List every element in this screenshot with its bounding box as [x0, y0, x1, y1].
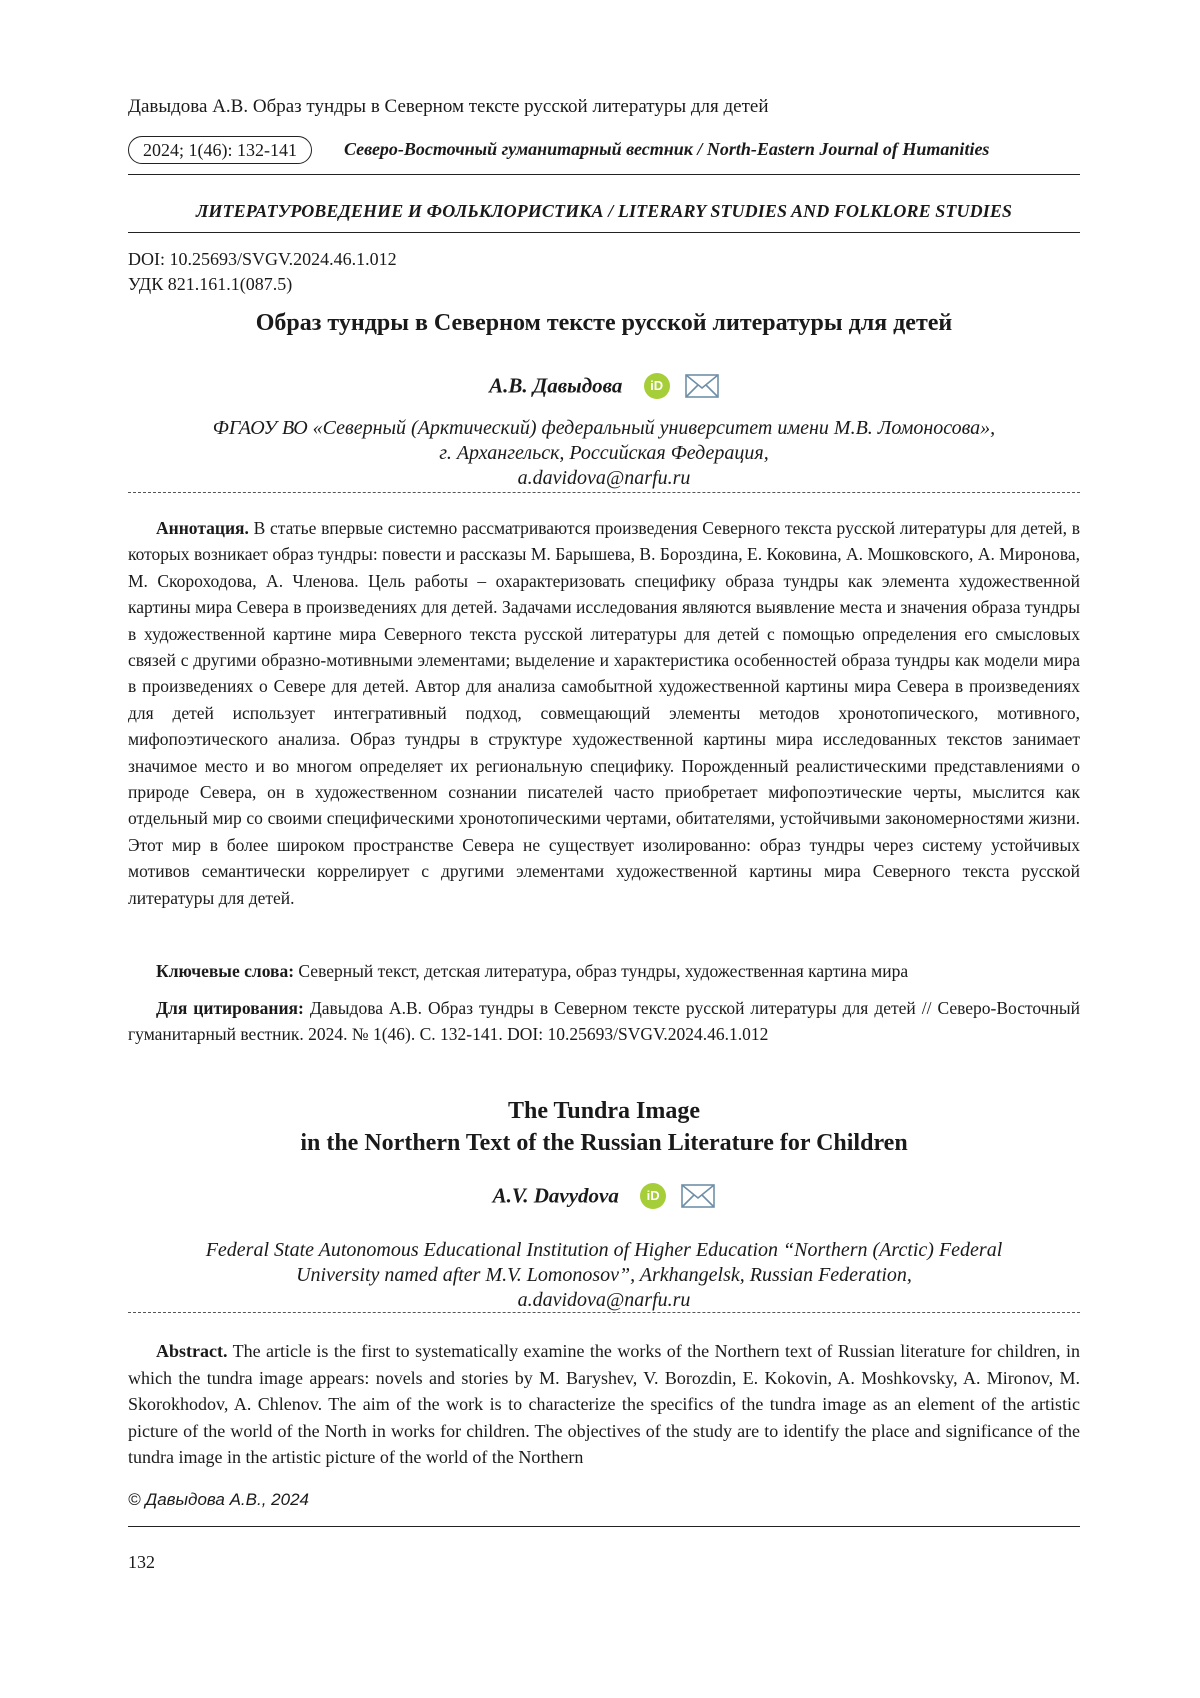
mail-icon[interactable] — [685, 374, 719, 398]
identifiers — [128, 247, 397, 297]
article-title-en — [128, 1095, 1080, 1159]
header-rule — [128, 174, 1080, 175]
abstract-ru — [128, 515, 1080, 911]
issue-row — [128, 136, 1080, 166]
keywords-ru — [128, 958, 1080, 984]
dashed-divider — [128, 492, 1080, 493]
running-head: Давыдова А.В. Образ тундры в Северном тексте русской литературы для детей — [128, 96, 769, 117]
dashed-divider — [128, 1312, 1080, 1313]
affiliation-ru-line1: ФГАОУ ВО «Северный (Арктический) федеральный университет имени М.В. Ломоносова», — [212, 417, 996, 439]
affiliation-ru-line2: г. Архангельск, Российская Федерация, — [439, 442, 769, 464]
footer-rule — [128, 1526, 1080, 1527]
orcid-icon[interactable]: iD — [644, 373, 670, 399]
abstract-label-ru: Аннотация. — [156, 518, 249, 538]
orcid-icon[interactable]: iD — [640, 1183, 666, 1209]
udk: УДК 821.161.1(087.5) — [128, 274, 293, 294]
keywords-text: Северный текст, детская литература, образ тундры, художественная картина мира — [294, 961, 909, 981]
doi[interactable]: DOI: 10.25693/SVGV.2024.46.1.012 — [128, 249, 397, 269]
section-rule — [128, 232, 1080, 233]
citation-ru — [128, 995, 1080, 1048]
author-en — [128, 1182, 1080, 1209]
abstract-text-ru: В статье впервые системно рассматриваются произведения Северного текста русской литературы для детей, в которых возникает образ тундры: повести и рассказы М. Барышева, В. Бороздина, Е. Коковина, А. Мошковского, А. Миронова, М. Скороходова, А. Членова. Цель работы – охарактеризовать специфику образа тундры как элемента художественной картины мира Севера в произведениях для детей. Задачами исследования являются выявление места и значения образа тундры в художественной картине мира Северного текста русской литературы для детей с помощью определения его смысловых связей с другими образно-мотивными элементами; выделение и характеристика особенностей образа тундры как модели мира в произведениях о Севере для детей. Автор для анализа самобытной художественной картины мира Севера в произведениях для детей использует интегративный подход, совмещающий элементы методов хронотопического, мотивного, мифопоэтического анализа. Образ тундры в структуре художественной картины мира исследованных текстов занимает значимое место и во многом определяет их региональную специфику. Порожденный реалистическими представлениями о природе Севера, он в художественном сознании писателей часто приобретает мифопоэтические черты, мыслится как отдельный мир со своими специфическими хронотопическими чертами, обитателями, устойчивыми закономерностями жизни. Этот мир в более широком пространстве Севера не существует изолированно: образ тундры через систему устойчивых мотивов семантически коррелирует с другими элементами художественной картины мира Северного текста русской литературы для детей. — [128, 518, 1080, 908]
email-ru[interactable]: a.davidova@narfu.ru — [517, 467, 691, 489]
author-name-en: A.V. Davydova — [492, 1183, 619, 1208]
section-title: ЛИТЕРАТУРОВЕДЕНИЕ И ФОЛЬКЛОРИСТИКА / LITERARY STUDIES AND FOLKLORE STUDIES — [195, 201, 1013, 221]
issue-badge: 2024; 1(46): 132-141 — [128, 136, 312, 164]
citation-text: Давыдова А.В. Образ тундры в Северном тексте русской литературы для детей // Северо-Восточный гуманитарный вестник. 2024. № 1(46). С. 132-141. DOI: 10.25693/SVGV.2024.46.1.012 — [128, 998, 1080, 1045]
copyright: © Давыдова А.В., 2024 — [128, 1490, 309, 1509]
journal-title: Северо-Восточный гуманитарный вестник / North-Eastern Journal of Humanities — [344, 139, 990, 159]
title-en-line1: The Tundra Image — [507, 1098, 701, 1124]
author-name-ru: А.В. Давыдова — [489, 373, 623, 398]
mail-icon[interactable] — [681, 1184, 715, 1208]
abstract-label-en: Abstract. — [156, 1341, 228, 1361]
affiliation-en — [128, 1238, 1080, 1313]
affiliation-en-line1: Federal State Autonomous Educational Institution of Higher Education “Northern (Arctic) Federal — [205, 1239, 1003, 1261]
page-number: 132 — [128, 1552, 155, 1572]
citation-label: Для цитирования: — [156, 998, 304, 1018]
keywords-label: Ключевые слова: — [156, 961, 295, 981]
title-en-line2: in the Northern Text of the Russian Literature for Children — [300, 1130, 908, 1156]
email-en[interactable]: a.davidova@narfu.ru — [517, 1289, 691, 1311]
article-title-ru: Образ тундры в Северном тексте русской литературы для детей — [255, 310, 953, 336]
abstract-en — [128, 1338, 1080, 1471]
affiliation-en-line2: University named after M.V. Lomonosov”, Arkhangelsk, Russian Federation, — [296, 1264, 912, 1286]
abstract-text-en: The article is the first to systematically examine the works of the Northern text of Russian literature for children, in which the tundra image appears: novels and stories by M. Baryshev, V. Borozdin, E. Kokovin, A. Moshkovsky, A. Mironov, M. Skorokhodov, A. Chlenov. The aim of the work is to characterize the specifics of the tundra image as an element of the artistic picture of the world of the North in works for children. The objectives of the study are to identify the place and significance of the tundra image in the artistic picture of the world of the Northern — [128, 1341, 1080, 1467]
author-ru — [128, 372, 1080, 399]
affiliation-ru — [128, 416, 1080, 491]
